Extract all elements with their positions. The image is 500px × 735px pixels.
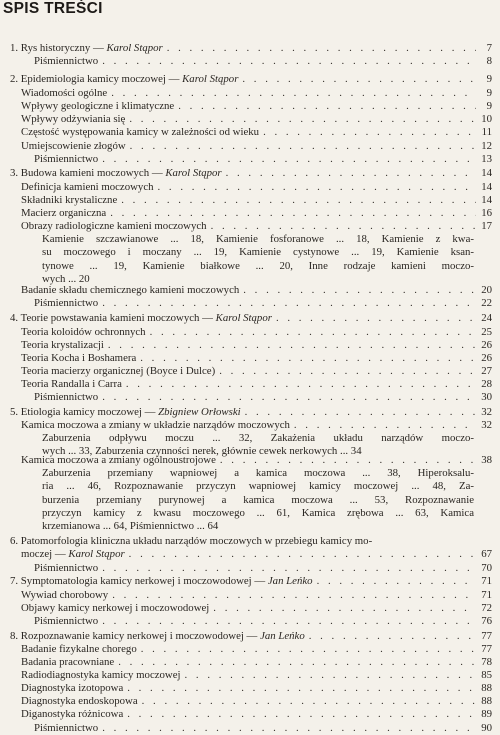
toc-page-number: 22 [481,297,492,309]
toc-entry [34,297,492,310]
dot-leader [317,575,476,588]
toc-page-number: 32 [481,419,492,431]
toc-entry [21,602,492,615]
toc-entry [34,615,492,628]
toc-page-number: 70 [481,562,492,574]
dot-leader [226,167,476,180]
toc-entry-title: Piśmiennictwo [34,615,99,627]
toc-entry [21,352,492,365]
toc-entry-author: Karol Stąpor [165,167,222,179]
toc-entry-title: Obrazy radiologiczne kamieni moczowych [21,220,207,232]
toc-entry-title: 6. Patomorfologia kliniczna układu narządów moczowych w przebiegu kamicy mo- [10,535,373,547]
toc-entry-title: 5. Etiologia kamicy moczowej — Zbigniew Orłowski [10,406,241,418]
toc-entry-author: Jan Leńko [267,575,313,587]
toc-page-number: 30 [481,391,492,403]
toc-entry [21,87,492,100]
toc-entry [21,378,492,391]
toc-page-number: 85 [481,669,492,681]
toc-entry-title: 8. Rozpoznawanie kamicy nerkowej i moczowodowej — Jan Leńko [10,630,305,642]
subentry-line: burzenia przemiany purynowej a kamica moczowa ... 53, Rozpoznawanie [42,493,474,506]
toc-page-number: 17 [481,220,492,232]
toc-entry [21,181,492,194]
subentry-line: Zaburzenia odpływu moczu ... 32, Zakażenia układu narządów moczo- [42,432,474,444]
toc-page-number: 20 [481,284,492,296]
toc-entry-title: Badanie składu chemicznego kamieni moczowych [21,284,240,296]
toc-entry [34,562,492,575]
dot-leader [150,326,476,339]
dot-leader [276,312,476,325]
toc-entry-title: 2. Epidemiologia kamicy moczowej — Karol Stąpor [10,73,239,85]
toc-page-number: 71 [481,589,492,601]
subentry-line: tynowe ... 19, Kamienie białkowe ... 20, Inne rodzaje kamieni moczo- [42,259,474,272]
subentry-line: Kamienie szczawianowe ... 18, Kamienie fosforanowe ... 18, Kamienie z kwa- [42,233,474,245]
toc-entry-title: Piśmiennictwo [34,562,99,574]
toc-entry [34,722,492,735]
dot-leader [140,352,476,365]
toc-page-number: 32 [481,406,492,418]
toc-entry [21,100,492,113]
dot-leader [111,87,476,100]
toc-entry-title: Kamica moczowa a zmiany w układzie narządów moczowych [21,419,290,431]
toc-entry [34,391,492,404]
dot-leader [158,181,476,194]
toc-page-number: 9 [486,73,492,85]
dot-leader [242,73,476,86]
toc-page-number: 8 [486,55,492,67]
toc-entry [21,708,492,721]
toc-entry-title: Piśmiennictwo [34,55,99,67]
dot-leader [178,100,476,113]
toc-entry-title: Macierz organiczna [21,207,107,219]
dot-leader [110,207,476,220]
toc-page-number: 28 [481,378,492,390]
dot-leader [129,548,476,561]
toc-entry [34,153,492,166]
dot-leader [309,630,476,643]
toc-entry-title: 4. Teorie powstawania kamieni moczowych — Karol Stąpor [10,312,272,324]
toc-page-number: 90 [481,722,492,734]
toc-page-number: 25 [481,326,492,338]
subentry-line: wych ... 33, Zaburzenia czynności nerek, głównie cewek nerkowych ... 34 [42,445,362,458]
dot-leader [102,722,476,735]
toc-page-number: 88 [481,682,492,694]
toc-entry [21,656,492,669]
toc-entry-title: Radiodiagnostyka kamicy moczowej [21,669,181,681]
toc-page-number: 26 [481,352,492,364]
toc-page-number: 14 [481,194,492,206]
toc-entry-title: Piśmiennictwo [34,153,99,165]
toc-entry [21,140,492,153]
toc-entry-title: Wiadomości ogólne [21,87,108,99]
subentry-line: przyczyn kamicy z kwasu moczowego ... 61, Kamica zrębowa ... 63, Kamica [42,506,474,519]
toc-entry [10,73,492,86]
dot-leader [167,42,476,55]
toc-page-number: 12 [481,140,492,152]
dot-leader [142,695,476,708]
toc-page-number: 67 [481,548,492,560]
dot-leader [102,391,476,404]
toc-entry-title: 1. Rys historyczny — Karol Stąpor [10,42,163,54]
toc-entry [21,695,492,708]
toc-entry-title: Diagnostyka endoskopowa [21,695,138,707]
toc-page-number: 14 [481,181,492,193]
toc-entry-title: Wpływy odżywiania się [21,113,126,125]
toc-entry-title: Częstość występowania kamicy w zależności od wieku [21,126,260,138]
toc-entry-title: 3. Budowa kamieni moczowych — Karol Stąpor [10,167,222,179]
toc-page-number: 76 [481,615,492,627]
page-title: SPIS TREŚCI [3,0,103,17]
toc-page-number: 16 [481,207,492,219]
dot-leader [245,406,476,419]
toc-entry [34,55,492,68]
toc-entry-author: Jan Leńko [260,630,305,642]
toc-entry-title: Definicja kamieni moczowych [21,181,154,193]
toc-entry-title: Teoria Kocha i Boshamera [21,352,137,364]
dot-leader [263,126,476,139]
dot-leader [127,682,476,695]
toc-entry-title: Kamica moczowa a zmiany ogólnoustrojowe [21,454,216,466]
toc-page-number: 10 [481,113,492,125]
toc-entry [10,630,492,643]
toc-entry [21,682,492,695]
toc-page-number: 72 [481,602,492,614]
toc-entry-title: Teoria krystalizacji [21,339,104,351]
dot-leader [130,140,476,153]
systemic-subentries [42,467,474,533]
toc-entry-title: 7. Symptomatologia kamicy nerkowej i moczowodowej — Jan Leńko [10,575,313,587]
subentry-line: ria ... 46, Rozpoznawanie przyczyn wapniowej kamicy moczowej ... 48, Za- [42,480,474,493]
toc-entry-author: Zbigniew Orłowski [158,406,241,418]
toc-entry [10,42,492,55]
dot-leader [102,55,476,68]
toc-entry [10,575,492,588]
toc-entry [21,207,492,220]
toc-entry-title: Diganostyka różnicowa [21,708,124,720]
toc-entry [21,326,492,339]
toc-entry [10,312,492,325]
dot-leader [102,297,476,310]
dot-leader [102,562,476,575]
toc-entry-title: Piśmiennictwo [34,297,99,309]
dot-leader [211,220,476,233]
toc-page-number: 77 [481,630,492,642]
toc-page-number: 13 [481,153,492,165]
toc-entry [21,194,492,207]
dot-leader [102,615,476,628]
subentry-line: krzemianowa ... 64, Piśmiennictwo ... 64 [42,520,219,533]
toc-page-number: 88 [481,695,492,707]
dot-leader [129,113,476,126]
toc-entry-title: Piśmiennictwo [34,722,99,734]
toc-entry-title: Teoria Randalla i Carra [21,378,122,390]
subentry-line: su moczowego i moczany ... 19, Kamienie cystynowe ... 19, Kamienie ksan- [42,246,474,259]
toc-entry [21,126,492,139]
toc-page-number: 38 [481,454,492,466]
subentry-line: Zaburzenia przemiany wapniowej a kamica moczowa ... 38, Hiperoksalu- [42,467,474,479]
toc-entry [21,643,492,656]
toc-entry-title: Wpływy geologiczne i klimatyczne [21,100,175,112]
toc-page-number: 9 [486,100,492,112]
toc-entry-title: Objawy kamicy nerkowej i moczowodowej [21,602,210,614]
toc-entry-title: Umiejscowienie złogów [21,140,126,152]
toc-entry-author: Karol Stąpor [106,42,163,54]
toc-entry-author: Karol Stąpor [68,548,125,560]
dot-leader [118,656,476,669]
toc-entry-title: Badania pracowniane [21,656,115,668]
dot-leader [294,419,476,432]
toc-entry-title: Piśmiennictwo [34,391,99,403]
toc-page-number: 7 [486,42,492,54]
dot-leader [127,708,476,721]
dot-leader [102,153,476,166]
radiology-subentries [42,233,474,286]
toc-entry [10,406,492,419]
toc-entry [21,419,492,432]
toc-page-number: 24 [481,312,492,324]
toc-entry [21,365,492,378]
toc-page-number: 9 [486,87,492,99]
toc-page-number: 78 [481,656,492,668]
subentry-line: wych ... 20 [42,272,90,285]
toc-entry [21,113,492,126]
toc-entry-author: Karol Stąpor [182,73,239,85]
dot-leader [126,378,476,391]
toc-entry [21,220,492,233]
toc-entry-title: Badanie fizykalne chorego [21,643,137,655]
dot-leader [141,643,476,656]
urinary-subentries [42,432,474,459]
dot-leader [213,602,476,615]
toc-entry-title: Składniki krystaliczne [21,194,118,206]
toc-page-number: 89 [481,708,492,720]
dot-leader [121,194,476,207]
dot-leader [219,365,476,378]
toc-entry: moczej — Karol Stąpor . . . 67 [21,548,492,561]
toc-entry-title: Wywiad chorobowy [21,589,109,601]
toc-page-number: 11 [481,126,492,138]
toc-page-number: 27 [481,365,492,377]
toc-entry-title: Teoria macierzy organicznej (Boyce i Dulce) [21,365,216,377]
toc-page-number: 71 [481,575,492,587]
toc-entry [21,669,492,682]
toc-page-number: 26 [481,339,492,351]
toc-entry [21,589,492,602]
dot-leader [108,339,476,352]
toc-page-number: 14 [481,167,492,179]
toc-page-number: 77 [481,643,492,655]
toc-entry [21,339,492,352]
toc-entry-title: Diagnostyka izotopowa [21,682,124,694]
dot-leader [112,589,476,602]
toc-entry [10,167,492,180]
toc-entry-title: Teoria koloidów ochronnych [21,326,146,338]
dot-leader [185,669,476,682]
toc-entry-author: Karol Stąpor [215,312,272,324]
